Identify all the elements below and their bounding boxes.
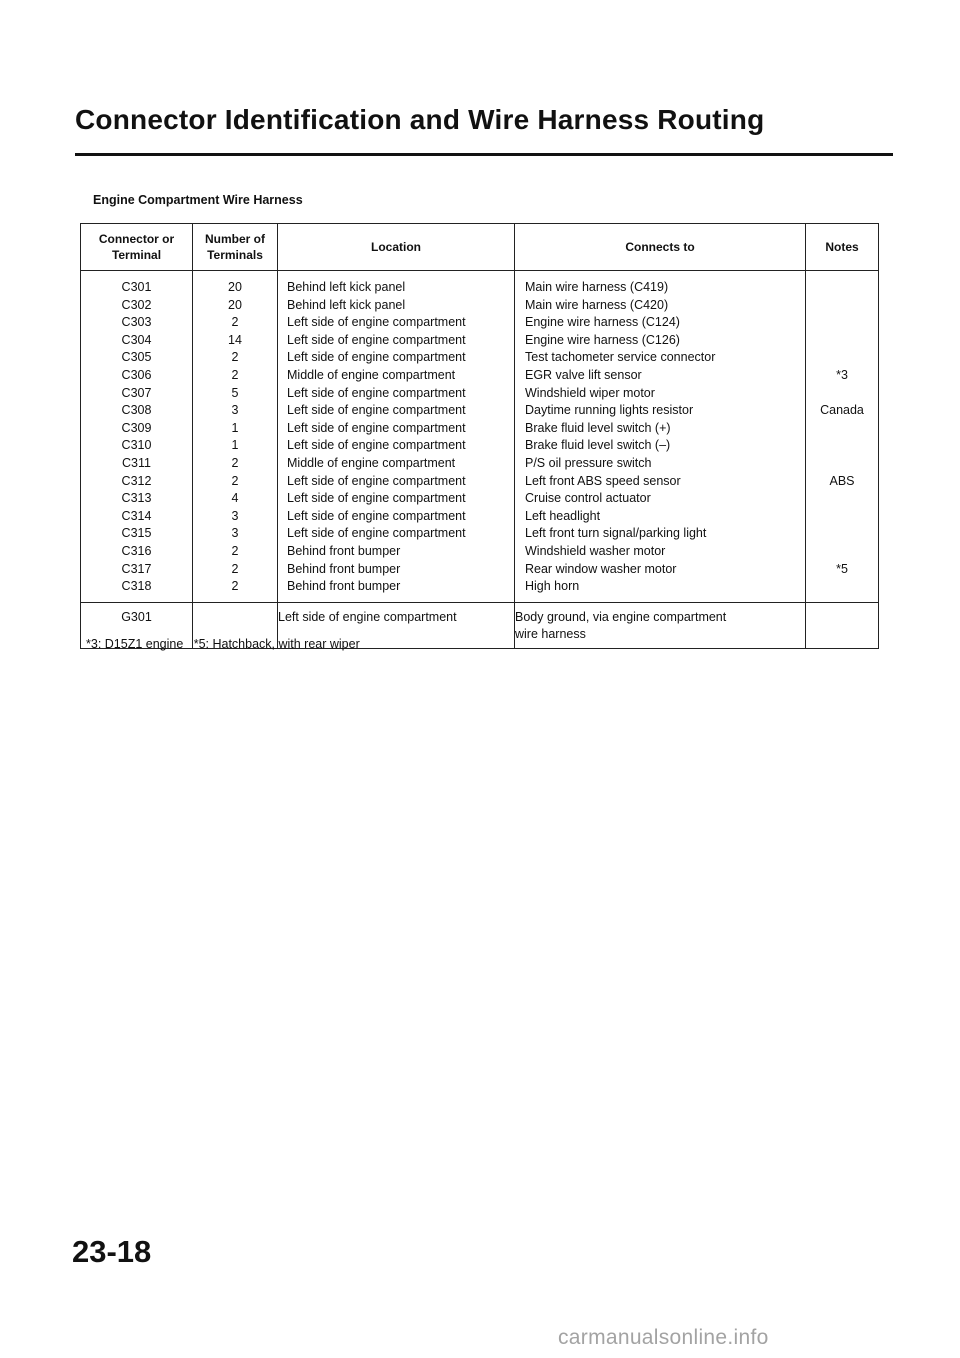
terminal-count: 1 [231,420,239,435]
notes-column [806,271,879,603]
terminal-count: 1 [231,438,239,453]
connector-id: C314 [121,508,152,523]
footnote: *3: D15Z1 engine *5: Hatchback, with rear wiper [86,637,360,651]
connector-id: C311 [122,455,151,470]
connects-to-text: EGR valve lift sensor [525,367,642,382]
terminal-count: 20 [228,297,242,312]
ground-notes [806,609,878,627]
connects-to-text: Windshield washer motor [525,543,666,558]
note-text [806,455,878,473]
connector-id: C307 [121,385,152,400]
terminal-count: 2 [231,579,239,594]
location-text: Middle of engine compartment [287,455,456,470]
terminal-count: 4 [231,491,239,506]
location-text: Left side of engine compartment [287,438,466,453]
connects-to-text: High horn [525,579,580,594]
terminals-column [193,271,278,603]
terminal-count: 2 [231,367,239,382]
location-text: Behind left kick panel [287,297,406,312]
note-text [806,578,878,596]
location-text: Behind left kick panel [287,280,406,294]
terminal-count: 3 [231,508,239,523]
location-column [278,271,515,603]
table-header-row [81,224,879,271]
note-text: *3 [836,367,848,382]
terminal-count: 2 [231,350,239,365]
terminal-count: 3 [231,526,239,541]
connector-id: C315 [121,526,152,541]
location-text: Left side of engine compartment [287,491,466,506]
note-text: *5 [836,561,848,576]
header-location: Location [278,224,515,271]
page-number: 23-18 [72,1234,152,1269]
connects-to-text: Brake fluid level switch (–) [525,438,671,453]
location-text: Middle of engine compartment [287,367,456,382]
watermark: carmanualsonline.info [558,1326,769,1349]
header-connects-to: Connects to [515,224,806,271]
ground-connector: G301 [121,609,152,624]
location-text: Behind front bumper [287,561,401,576]
connector-id: C306 [121,367,152,382]
connector-id: C318 [121,579,152,594]
connector-id: C309 [121,420,152,435]
ground-location: Left side of engine compartment [278,609,457,624]
header-notes: Notes [806,224,879,271]
location-text: Left side of engine compartment [287,315,466,330]
location-text: Left side of engine compartment [287,473,466,488]
connects-to-text: P/S oil pressure switch [525,455,652,470]
connector-id: C310 [121,438,152,453]
page-title: Connector Identification and Wire Harness Routing [75,104,765,135]
terminal-count: 3 [231,403,239,418]
location-text: Left side of engine compartment [287,420,466,435]
connector-table [80,223,879,649]
note-text [806,490,878,508]
connects-to-column [515,271,806,603]
note-text [806,525,878,543]
note-text [806,543,878,561]
connector-id: C317 [121,561,152,576]
ground-connects-to: Body ground, via engine compartment [515,609,727,624]
header-terminals: Number of Terminals [193,224,278,271]
connector-id: C304 [121,332,152,347]
connects-to-text: Brake fluid level switch (+) [525,420,671,435]
connects-to-text: Left front ABS speed sensor [525,473,681,488]
note-text [806,420,878,438]
terminal-count: 2 [231,543,239,558]
connector-id: C303 [121,315,152,330]
location-text: Left side of engine compartment [287,350,466,365]
connects-to-text: Windshield wiper motor [525,385,655,400]
header-connector: Connector or Terminal [81,224,193,271]
location-text: Left side of engine compartment [287,332,466,347]
connector-id: C302 [121,297,152,312]
connects-to-text: Test tachometer service connector [525,350,716,365]
title-rule [75,153,893,156]
note-text: ABS [829,473,855,488]
ground-connects-to-cont: wire harness [515,627,586,642]
table-body-row [81,271,879,603]
connects-to-text: Cruise control actuator [525,491,651,506]
connects-to-text: Rear window washer motor [525,561,677,576]
connects-to-text: Main wire harness (C419) [525,280,669,294]
connector-id: C308 [121,403,152,418]
note-text: Canada [820,403,864,418]
location-text: Left side of engine compartment [287,385,466,400]
terminal-count: 2 [231,561,239,576]
connector-column [81,271,193,603]
note-text [806,332,878,350]
terminal-count: 2 [231,473,239,488]
location-text: Behind front bumper [287,543,401,558]
ground-terminals [193,609,277,627]
connects-to-text: Left front turn signal/parking light [525,526,707,541]
note-text [806,279,878,297]
location-text: Left side of engine compartment [287,508,466,523]
note-text [806,508,878,526]
connects-to-text: Engine wire harness (C126) [525,332,680,347]
location-text: Left side of engine compartment [287,403,466,418]
location-text: Behind front bumper [287,579,401,594]
terminal-count: 14 [228,332,242,347]
connector-id: C305 [121,350,152,365]
terminal-count: 2 [231,455,239,470]
note-text [806,437,878,455]
section-title: Engine Compartment Wire Harness [93,193,303,207]
connects-to-text: Main wire harness (C420) [525,297,669,312]
connector-id: C312 [121,473,152,488]
terminal-count: 20 [228,280,242,294]
location-text: Left side of engine compartment [287,526,466,541]
note-text [806,314,878,332]
note-text [806,349,878,367]
connects-to-text: Engine wire harness (C124) [525,315,680,330]
terminal-count: 5 [231,385,239,400]
connects-to-text: Left headlight [525,508,601,523]
connector-id: C301 [121,280,152,294]
connector-id: C313 [121,491,152,506]
connects-to-text: Daytime running lights resistor [525,403,694,418]
note-text [806,385,878,403]
note-text [806,297,878,315]
connector-id: C316 [121,543,152,558]
terminal-count: 2 [231,315,239,330]
